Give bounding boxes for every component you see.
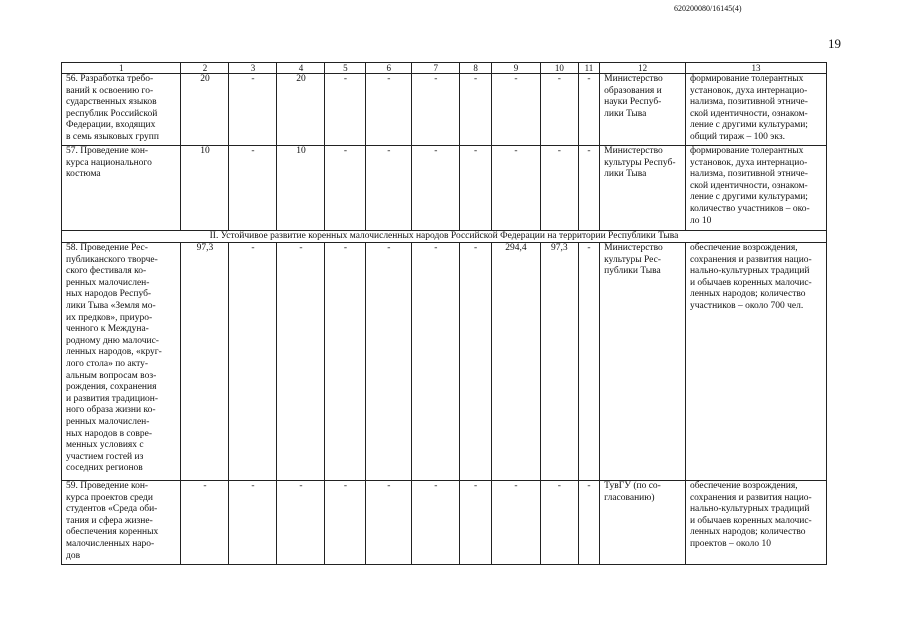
page-number: 19 — [828, 36, 841, 51]
header-cell: 6 — [366, 63, 412, 74]
value-cell: 97,3 — [181, 243, 229, 481]
result-cell: формирование толерантных установок, духа интернацио- нализма, позитивной этниче- ской идентичности, ознаком- ление с другими культурами; общий тираж – 100 экз. — [685, 74, 826, 146]
measure-name: 59. Проведение кон- курса проектов среди студентов «Среда оби- тания и сфера жизне- обеспечения коренных малочисленных наро- дов — [62, 481, 181, 565]
value-cell: - — [412, 74, 460, 146]
section-row — [62, 231, 827, 243]
value-cell: - — [229, 74, 277, 146]
table-row — [62, 146, 827, 231]
value-cell: - — [491, 481, 540, 565]
result-cell: обеспечение возрождения, сохранения и развития нацио- нально-культурных традиций и обычаев коренных малочис- ленных народов; количество участников – около 700 чел. — [685, 243, 826, 481]
value-cell: - — [540, 146, 578, 231]
header-cell: 11 — [578, 63, 599, 74]
result-cell: формирование толерантных установок, духа интернацио- нализма, позитивной этниче- ской идентичности, ознаком- ление с другими культурами; количество участников – око- ло 10 — [685, 146, 826, 231]
value-cell: - — [325, 481, 366, 565]
value-cell: 97,3 — [540, 243, 578, 481]
value-cell: - — [412, 146, 460, 231]
header-cell: 1 — [62, 63, 181, 74]
executor-cell: Министерство культуры Рес- публики Тыва — [600, 243, 686, 481]
header-cell: 8 — [460, 63, 492, 74]
value-cell: - — [277, 243, 325, 481]
header-cell: 7 — [412, 63, 460, 74]
value-cell: - — [460, 74, 492, 146]
value-cell: - — [578, 74, 599, 146]
value-cell: - — [491, 146, 540, 231]
value-cell: - — [460, 481, 492, 565]
value-cell: - — [229, 146, 277, 231]
value-cell: - — [540, 481, 578, 565]
table-row — [62, 481, 827, 565]
program-table — [61, 62, 827, 565]
value-cell: - — [277, 481, 325, 565]
header-cell: 5 — [325, 63, 366, 74]
value-cell: - — [366, 146, 412, 231]
header-cell: 4 — [277, 63, 325, 74]
value-cell: 10 — [277, 146, 325, 231]
value-cell: 10 — [181, 146, 229, 231]
header-cell: 12 — [600, 63, 686, 74]
value-cell: - — [412, 243, 460, 481]
value-cell: - — [229, 481, 277, 565]
header-cell: 9 — [491, 63, 540, 74]
value-cell: - — [578, 481, 599, 565]
executor-cell: ТувГУ (по со- гласованию) — [600, 481, 686, 565]
measure-name: 57. Проведение кон- курса национального костюма — [62, 146, 181, 231]
measure-name: 56. Разработка требо- ваний к освоению го- сударственных языков республик Российской Федерации, входящих в семь языковых групп — [62, 74, 181, 146]
measure-name: 58. Проведение Рес- публиканского творче- ского фестиваля ко- ренных малочислен- ных народов Респуб- лики Тыва «Земля мо- их предков», приуро- ченного к Междуна- родному дню малочис- ленных народов, «круг- лого стола» по акту- альным вопросам воз- рождения, сохранения и развития традицион- ного образа жизни ко- ренных малочислен- ных народов в совре- менных условиях с участием гостей из соседних регионов — [62, 243, 181, 481]
document-id: 620200080/16145(4) — [674, 4, 742, 13]
value-cell: - — [540, 74, 578, 146]
value-cell: - — [366, 481, 412, 565]
header-cell: 3 — [229, 63, 277, 74]
value-cell: - — [412, 481, 460, 565]
value-cell: - — [460, 243, 492, 481]
header-cell: 2 — [181, 63, 229, 74]
value-cell: - — [366, 243, 412, 481]
header-cell: 10 — [540, 63, 578, 74]
value-cell: - — [181, 481, 229, 565]
value-cell: - — [325, 243, 366, 481]
value-cell: - — [366, 74, 412, 146]
value-cell: 20 — [181, 74, 229, 146]
value-cell: - — [491, 74, 540, 146]
table-row — [62, 243, 827, 481]
section-title: II. Устойчивое развитие коренных малочисленных народов Российской Федерации на территории Республики Тыва — [62, 231, 827, 243]
value-cell: 294,4 — [491, 243, 540, 481]
value-cell: - — [325, 146, 366, 231]
table-row — [62, 74, 827, 146]
header-row — [62, 63, 827, 74]
executor-cell: Министерство образования и науки Респуб- лики Тыва — [600, 74, 686, 146]
value-cell: - — [578, 243, 599, 481]
executor-cell: Министерство культуры Респуб- лики Тыва — [600, 146, 686, 231]
value-cell: - — [460, 146, 492, 231]
value-cell: - — [325, 74, 366, 146]
result-cell: обеспечение возрождения, сохранения и развития нацио- нально-культурных традиций и обычаев коренных малочис- ленных народов; количество проектов – около 10 — [685, 481, 826, 565]
value-cell: - — [578, 146, 599, 231]
header-cell: 13 — [685, 63, 826, 74]
value-cell: - — [229, 243, 277, 481]
value-cell: 20 — [277, 74, 325, 146]
